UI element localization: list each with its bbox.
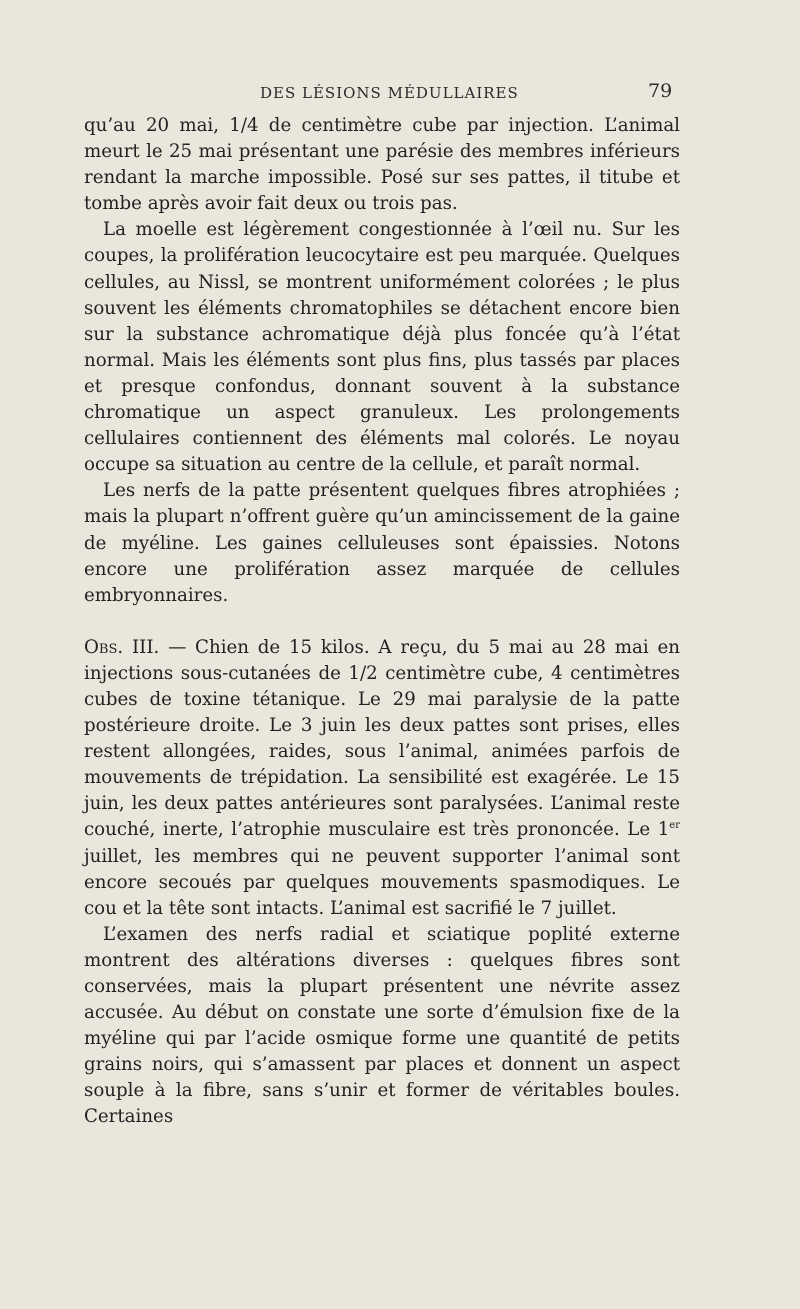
page-number: 79 <box>648 80 673 102</box>
paragraph-5: L’examen des nerfs radial et sciatique poplité externe montrent des altérations diverses : quelques fibres sont conservées, mais la plupart présentent une névrite assez accusée. Au début on constate une sorte d’émulsion fixe de la myéline qui par l’acide osmique forme une quantité de petits grains noirs, qui s’amassent par places et donnent un aspect souple à la fibre, sans s’unir et former de véritables boules. Certaines <box>84 923 680 1128</box>
observation-label: Obs. III. <box>84 636 160 658</box>
paragraph-2: La moelle est légèrement congestionnée à l’œil nu. Sur les coupes, la prolifération leucocytaire est peu marquée. Quelques cellules, au Nissl, se montrent uniformément colorées ; le plus souvent les éléments chromatophiles se détachent encore bien sur la substance achromatique déjà plus foncée qu’à l’état normal. Mais les éléments sont plus fins, plus tassés par places et presque confondus, donnant souvent à la substance chromatique un aspect granuleux. Les prolongements cellulaires contiennent des éléments mal colorés. Le noyau occupe sa situation au centre de la cellule, et paraît normal. <box>84 219 680 476</box>
observation-text-b: juillet, les membres qui ne peuvent supporter l’animal sont encore secoués par quelques mouvements spasmodiques. Le cou et la tête sont intacts. L’animal est sacrifié le 7 juillet. <box>84 845 680 919</box>
body-text <box>84 113 680 1131</box>
paragraph-1: qu’au 20 mai, 1/4 de centimètre cube par injection. L’animal meurt le 25 mai présentant une parésie des membres inférieurs rendant la marche impossible. Posé sur ses pattes, il titube et tombe après avoir fait deux ou trois pas. <box>84 115 680 215</box>
running-title: DES LÉSIONS MÉDULLAIRES <box>260 84 519 102</box>
paragraph-3: Les nerfs de la patte présentent quelques fibres atrophiées ; mais la plupart n’offrent guère qu’un amincissement de la gaine de myéline. Les gaines celluleuses sont épaissies. Notons encore une prolifération assez marquée de cellules embryonnaires. <box>84 480 680 606</box>
observation-text-a: — Chien de 15 kilos. A reçu, du 5 mai au 28 mai en injections sous-cutanées de 1/2 centimètre cube, 4 centimètres cubes de toxine tétanique. Le 29 mai paralysie de la patte postérieure droite. Le 3 juin les deux pattes sont prises, elles restent allongées, raides, sous l’animal, animées parfois de mouvements de trépidation. La sensibilité est exagérée. Le 15 juin, les deux pattes antérieures sont paralysées. L’animal reste couché, inerte, l’atrophie musculaire est très prononcée. Le 1 <box>84 636 680 841</box>
ordinal-superscript: er <box>669 820 680 832</box>
paragraph-observation-3 <box>84 635 680 922</box>
